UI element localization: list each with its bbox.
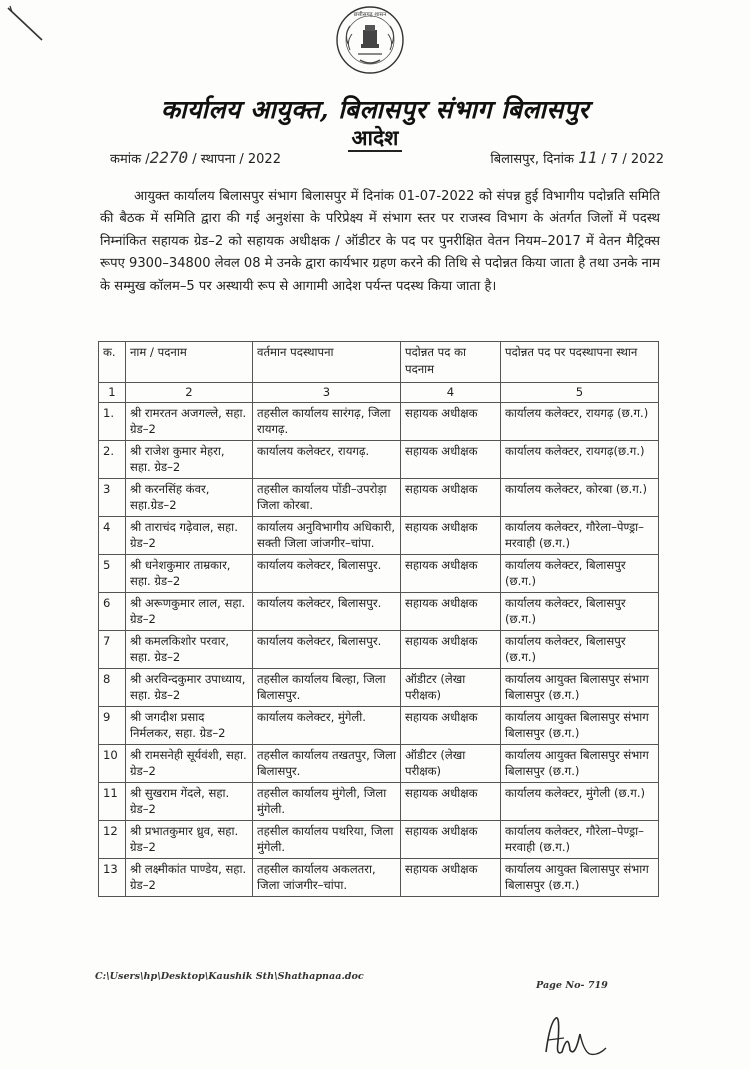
promoted-post-cell: सहायक अधीक्षक: [401, 858, 501, 896]
order-body-paragraph: आयुक्त कार्यालय बिलासपुर संभाग बिलासपुर में दिनांक 01-07-2022 को संपन्न हुई विभागीय पदोन्नति समिति की बैठक में समिति द्वारा की गई अनुशंसा के परिप्रेक्ष्य में संभाग स्तर पर राजस्व विभाग के अंतर्गत जिलों में पदस्थ निम्नांकित सहायक ग्रेड–2 को सहायक अधीक्षक / ऑडीटर के पद पर पुनरीक्षित वेतन नियम–2017 में वेतन मैट्रिक्स रूपए 9300–34800 लेवल 08 मे उनके द्वारा कार्यभार ग्रहण करने की तिथि से पदोन्नत किया जाता है तथा उनके नाम के सम्मुख कॉलम–5 पर अस्थायी रूप से आगामी आदेश पर्यन्त पदस्थ किया जाता है।: [100, 189, 660, 294]
new-posting-cell: कार्यालय आयुक्त बिलासपुर संभाग बिलासपुर (छ.ग.): [501, 668, 659, 706]
table-row: [99, 554, 659, 592]
column-header: क.: [99, 342, 126, 383]
employee-name-cell: श्री कमलकिशोर परवार, सहा. ग्रेड–2: [126, 630, 253, 668]
table-row: [99, 668, 659, 706]
serial-number-cell: 13: [99, 858, 126, 896]
column-number: 4: [401, 383, 501, 403]
current-posting-cell: तहसील कार्यालय बिल्हा, जिला बिलासपुर.: [253, 668, 401, 706]
table-row: [99, 478, 659, 516]
table-row: [99, 820, 659, 858]
column-header: पदोन्नत पद का पदनाम: [401, 342, 501, 383]
signature-mark: [540, 1012, 612, 1060]
current-posting-cell: तहसील कार्यालय पथरिया, जिला मुंगेली.: [253, 820, 401, 858]
new-posting-cell: कार्यालय आयुक्त बिलासपुर संभाग बिलासपुर (छ.ग.): [501, 858, 659, 896]
table-row: [99, 516, 659, 554]
serial-number-cell: 4: [99, 516, 126, 554]
table-row: [99, 630, 659, 668]
table-row: [99, 440, 659, 478]
current-posting-cell: कार्यालय कलेक्टर, रायगढ़.: [253, 440, 401, 478]
employee-name-cell: श्री रामरतन अजगल्ले, सहा. ग्रेड–2: [126, 402, 253, 440]
promoted-post-cell: सहायक अधीक्षक: [401, 820, 501, 858]
column-number: 2: [126, 383, 253, 403]
column-number: 1: [99, 383, 126, 403]
serial-number-cell: 2.: [99, 440, 126, 478]
serial-number-cell: 8: [99, 668, 126, 706]
table-row: [99, 402, 659, 440]
emblem-text: छत्तीसगढ़ शासन: [353, 12, 387, 18]
serial-number-cell: 1.: [99, 402, 126, 440]
employee-name-cell: श्री सुखराम गेंदले, सहा. ग्रेड–2: [126, 782, 253, 820]
current-posting-cell: कार्यालय कलेक्टर, बिलासपुर.: [253, 592, 401, 630]
current-posting-cell: कार्यालय कलेक्टर, मुंगेली.: [253, 706, 401, 744]
serial-number-cell: 9: [99, 706, 126, 744]
promoted-post-cell: ऑडीटर (लेखा परीक्षक): [401, 668, 501, 706]
order-number-line: [110, 148, 281, 167]
order-number-suffix: / स्थापना / 2022: [192, 152, 281, 167]
current-posting-cell: तहसील कार्यालय मुंगेली, जिला मुंगेली.: [253, 782, 401, 820]
column-number: 5: [501, 383, 659, 403]
employee-name-cell: श्री अरविन्दकुमार उपाध्याय, सहा. ग्रेड–2: [126, 668, 253, 706]
promoted-post-cell: सहायक अधीक्षक: [401, 630, 501, 668]
current-posting-cell: तहसील कार्यालय पोंडी–उपरोड़ा जिला कोरबा.: [253, 478, 401, 516]
new-posting-cell: कार्यालय कलेक्टर, रायगढ़ (छ.ग.): [501, 402, 659, 440]
new-posting-cell: कार्यालय कलेक्टर, रायगढ़(छ.ग.): [501, 440, 659, 478]
serial-number-cell: 3: [99, 478, 126, 516]
serial-number-cell: 5: [99, 554, 126, 592]
employee-name-cell: श्री जगदीश प्रसाद निर्मलकर, सहा. ग्रेड–2: [126, 706, 253, 744]
date-handwritten: 11: [578, 148, 598, 167]
new-posting-cell: कार्यालय कलेक्टर, बिलासपुर (छ.ग.): [501, 630, 659, 668]
new-posting-cell: कार्यालय कलेक्टर, कोरबा (छ.ग.): [501, 478, 659, 516]
table-column-number-row: [99, 383, 659, 403]
serial-number-cell: 7: [99, 630, 126, 668]
table-row: [99, 706, 659, 744]
serial-number-cell: 11: [99, 782, 126, 820]
table-row: [99, 782, 659, 820]
employee-name-cell: श्री लक्ष्मीकांत पाण्डेय, सहा. ग्रेड–2: [126, 858, 253, 896]
promoted-post-cell: सहायक अधीक्षक: [401, 478, 501, 516]
file-path: C:\Users\hp\Desktop\Kaushik Sth\Shathapnaa.doc: [95, 971, 364, 982]
column-header: पदोन्नत पद पर पदस्थापना स्थान: [501, 342, 659, 383]
serial-number-cell: 12: [99, 820, 126, 858]
serial-number-cell: 10: [99, 744, 126, 782]
current-posting-cell: तहसील कार्यालय सारंगढ़, जिला रायगढ़.: [253, 402, 401, 440]
new-posting-cell: कार्यालय कलेक्टर, बिलासपुर (छ.ग.): [501, 592, 659, 630]
employee-name-cell: श्री करनसिंह कंवर, सहा.ग्रेड–2: [126, 478, 253, 516]
employee-name-cell: श्री रामसनेही सूर्यवंशी, सहा. ग्रेड–2: [126, 744, 253, 782]
employee-name-cell: श्री धनेशकुमार ताम्रकार, सहा. ग्रेड–2: [126, 554, 253, 592]
new-posting-cell: कार्यालय कलेक्टर, गौरेला–पेण्ड्रा–मरवाही (छ.ग.): [501, 820, 659, 858]
office-title: कार्यालय आयुक्त, बिलासपुर संभाग बिलासपुर: [160, 95, 590, 124]
promoted-post-cell: सहायक अधीक्षक: [401, 592, 501, 630]
place-date-line: [490, 148, 664, 167]
new-posting-cell: कार्यालय आयुक्त बिलासपुर संभाग बिलासपुर (छ.ग.): [501, 706, 659, 744]
promotion-table: [98, 341, 659, 897]
new-posting-cell: कार्यालय आयुक्त बिलासपुर संभाग बिलासपुर (छ.ग.): [501, 744, 659, 782]
current-posting-cell: कार्यालय अनुविभागीय अधिकारी, सक्ती जिला जांजगीर–चांपा.: [253, 516, 401, 554]
promoted-post-cell: सहायक अधीक्षक: [401, 440, 501, 478]
employee-name-cell: श्री प्रभातकुमार ध्रुव, सहा. ग्रेड–2: [126, 820, 253, 858]
page-number: Page No- 719: [536, 980, 608, 991]
column-header: नाम / पदनाम: [126, 342, 253, 383]
employee-name-cell: श्री ताराचंद गढ़ेवाल, सहा. ग्रेड–2: [126, 516, 253, 554]
promoted-post-cell: सहायक अधीक्षक: [401, 516, 501, 554]
date-suffix: / 7 / 2022: [601, 152, 664, 167]
promoted-post-cell: सहायक अधीक्षक: [401, 402, 501, 440]
current-posting-cell: कार्यालय कलेक्टर, बिलासपुर.: [253, 554, 401, 592]
current-posting-cell: तहसील कार्यालय अकलतरा, जिला जांजगीर–चांपा.: [253, 858, 401, 896]
current-posting-cell: कार्यालय कलेक्टर, बिलासपुर.: [253, 630, 401, 668]
new-posting-cell: कार्यालय कलेक्टर, गौरेला–पेण्ड्रा–मरवाही (छ.ग.): [501, 516, 659, 554]
order-number-prefix: कमांक /: [110, 152, 150, 167]
promoted-post-cell: सहायक अधीक्षक: [401, 554, 501, 592]
employee-name-cell: श्री राजेश कुमार मेहरा, सहा. ग्रेड–2: [126, 440, 253, 478]
promoted-post-cell: सहायक अधीक्षक: [401, 706, 501, 744]
table-row: [99, 858, 659, 896]
promoted-post-cell: ऑडीटर (लेखा परीक्षक): [401, 744, 501, 782]
table-header-row: [99, 342, 659, 383]
serial-number-cell: 6: [99, 592, 126, 630]
employee-name-cell: श्री अरूणकुमार लाल, सहा. ग्रेड–2: [126, 592, 253, 630]
table-body: [99, 402, 659, 896]
order-title: आदेश: [348, 125, 403, 152]
new-posting-cell: कार्यालय कलेक्टर, बिलासपुर (छ.ग.): [501, 554, 659, 592]
new-posting-cell: कार्यालय कलेक्टर, मुंगेली (छ.ग.): [501, 782, 659, 820]
promoted-post-cell: सहायक अधीक्षक: [401, 782, 501, 820]
column-number: 3: [253, 383, 401, 403]
pen-stroke-mark: [6, 4, 46, 44]
order-number: 2270: [149, 148, 189, 167]
table-header: [99, 342, 659, 403]
state-emblem-seal: [334, 4, 406, 76]
current-posting-cell: तहसील कार्यालय तखतपुर, जिला बिलासपुर.: [253, 744, 401, 782]
place-date-prefix: बिलासपुर, दिनांक: [490, 152, 574, 167]
table-row: [99, 592, 659, 630]
column-header: वर्तमान पदस्थापना: [253, 342, 401, 383]
table-row: [99, 744, 659, 782]
